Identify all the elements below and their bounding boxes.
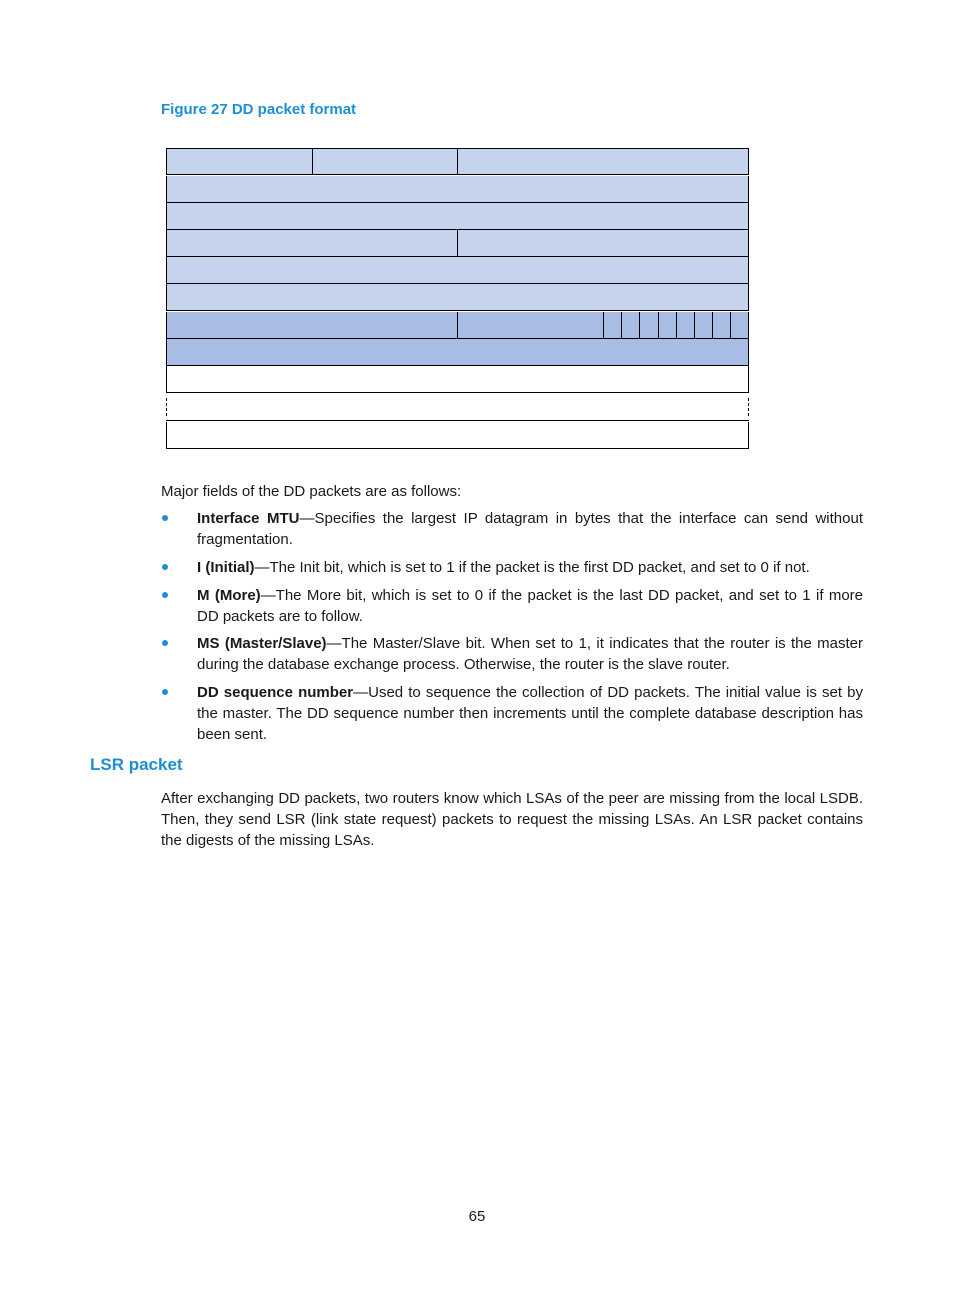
bullet-dot — [162, 515, 168, 521]
bullet-term: M (More) — [197, 587, 261, 604]
page-number: 65 — [468, 1208, 486, 1225]
bullet-dot — [162, 689, 168, 695]
diagram-row-2 — [166, 176, 749, 203]
bullet-desc: —The More bit, which is set to 0 if the packet is the last DD packet, and set to 1 if more DD packets are to follow. — [197, 587, 863, 625]
diagram-row-6 — [166, 284, 749, 311]
bullet-dd-sequence-number — [162, 682, 863, 745]
diagram-row-9 — [166, 366, 749, 393]
diagram-row-5 — [166, 257, 749, 284]
bullet-initial — [162, 557, 863, 578]
diagram-row-7 — [166, 312, 749, 339]
bullet-dot — [162, 592, 168, 598]
diagram-row-10 — [166, 394, 749, 421]
bullet-desc: —Used to sequence the collection of DD packets. The initial value is set by the master. The DD sequence number then increments until the complete database description has been sent. — [197, 684, 863, 743]
bullet-term: Interface MTU — [197, 510, 300, 527]
bullet-dot — [162, 564, 168, 570]
bullet-interface-mtu — [162, 508, 863, 550]
dd-packet-format-diagram — [166, 148, 749, 450]
bullet-desc: —The Master/Slave bit. When set to 1, it indicates that the router is the master during the database exchange process. Otherwise, the router is the slave router. — [197, 635, 863, 673]
bullet-more — [162, 585, 863, 627]
figure-caption: Figure 27 DD packet format — [161, 101, 357, 118]
intro-text: Major fields of the DD packets are as follows: — [161, 483, 462, 500]
bullet-term: MS (Master/Slave) — [197, 635, 327, 652]
diagram-row-4 — [166, 230, 749, 257]
diagram-row-1 — [166, 148, 749, 175]
diagram-row-8 — [166, 339, 749, 366]
bullet-desc: —Specifies the largest IP datagram in bytes that the interface can send without fragmentation. — [197, 510, 864, 548]
bullet-master-slave — [162, 633, 863, 675]
bullet-term: DD sequence number — [197, 684, 354, 701]
bullet-term: I (Initial) — [197, 559, 255, 576]
diagram-row-3 — [166, 203, 749, 230]
diagram-row-11 — [166, 422, 749, 449]
section-body: After exchanging DD packets, two routers know which LSAs of the peer are missing from the local LSDB. Then, they send LSR (link state request) packets to request the missing LSAs. An LSR packet contains the digests of the missing LSAs. — [161, 790, 863, 849]
section-heading: LSR packet — [90, 755, 183, 774]
bullet-desc: —The Init bit, which is set to 1 if the packet is the first DD packet, and set to 0 if not. — [254, 559, 810, 576]
bullet-dot — [162, 640, 168, 646]
